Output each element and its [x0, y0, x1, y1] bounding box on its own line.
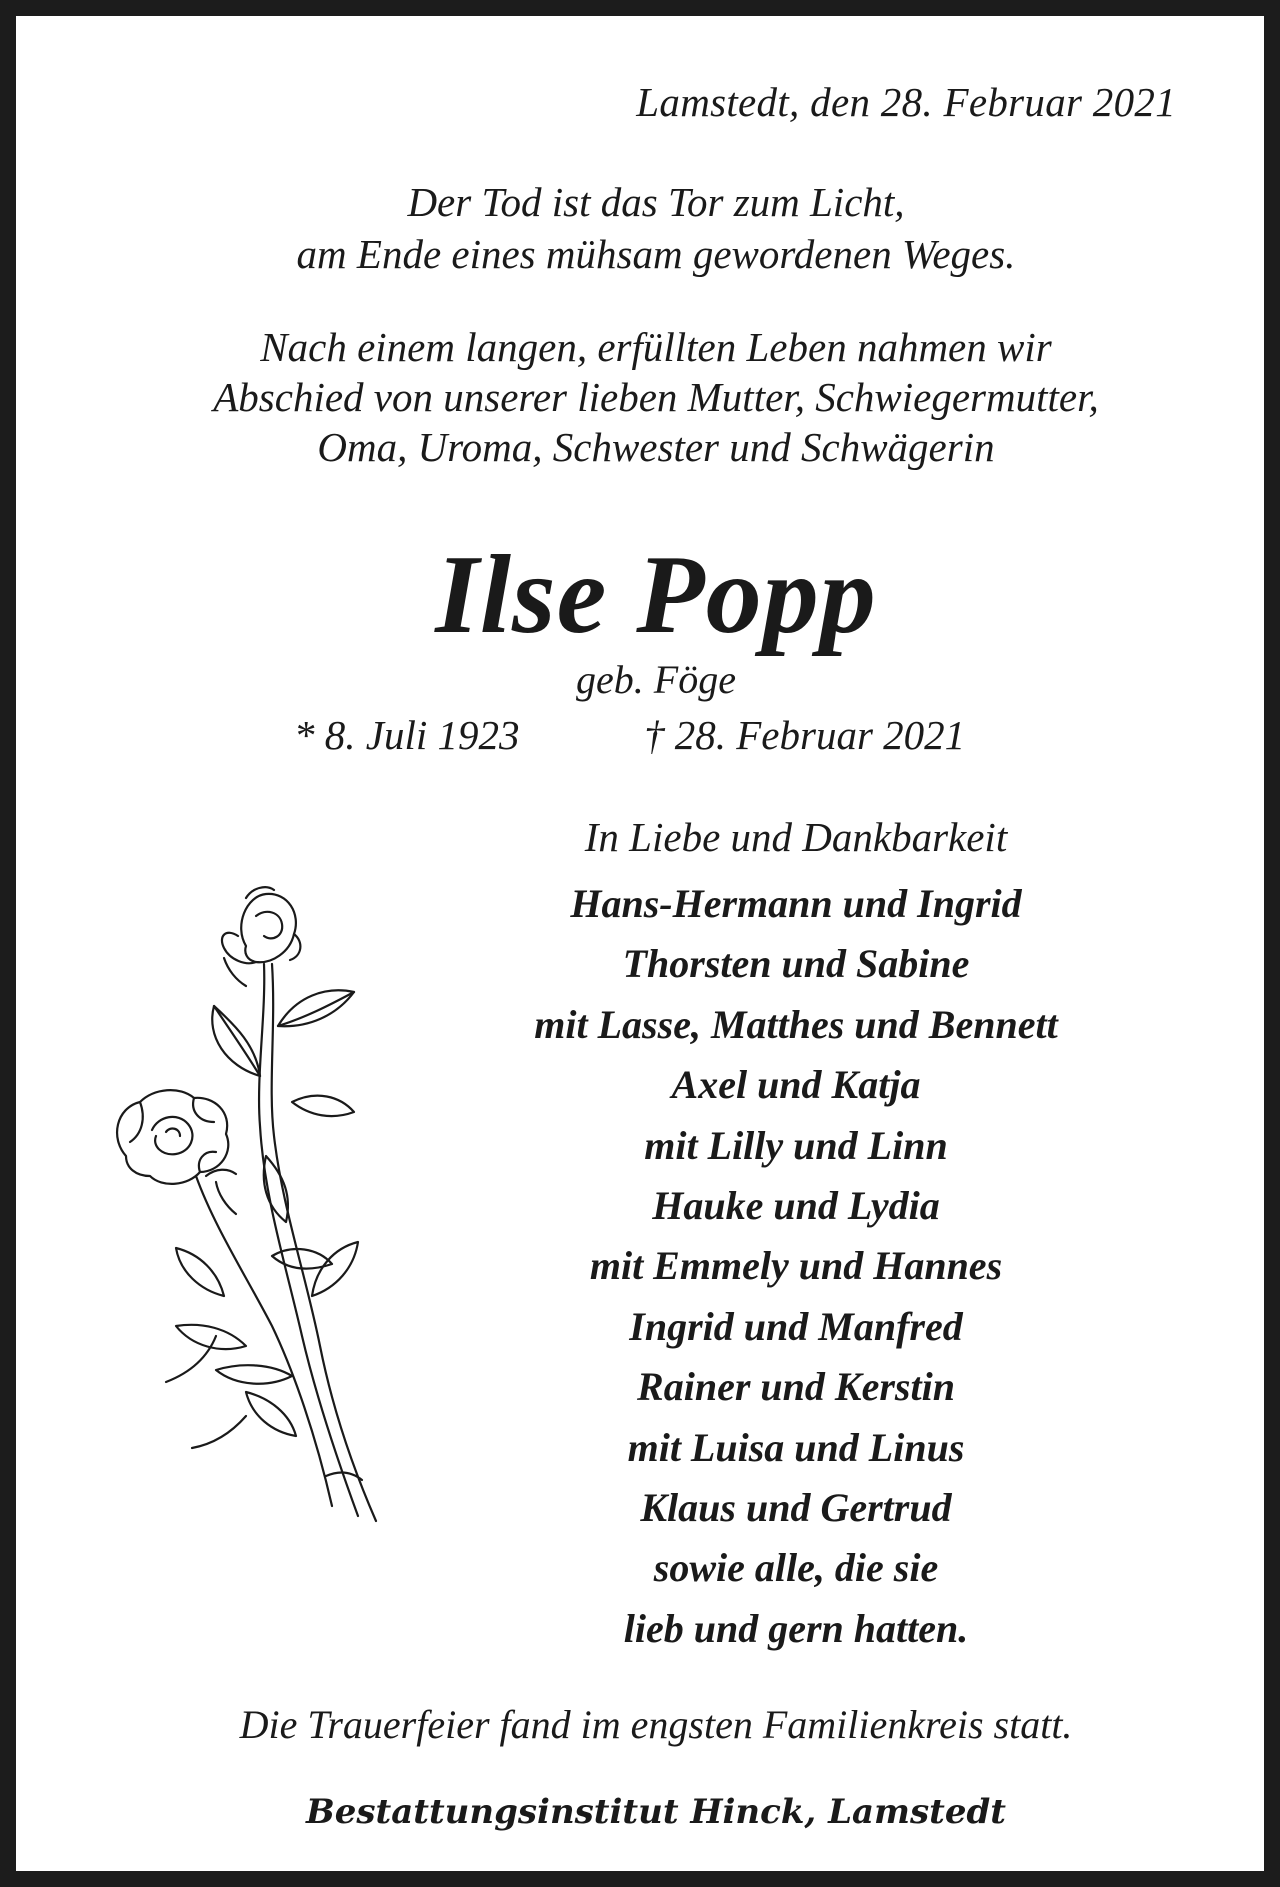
quote: [16, 176, 1280, 280]
family-line: Thorsten und Sabine: [622, 941, 970, 987]
family-line: mit Lilly und Linn: [644, 1122, 948, 1168]
family-line: lieb und gern hatten.: [623, 1605, 969, 1651]
intro-line: Nach einem langen, erfüllten Leben nahmen wir: [260, 324, 1052, 370]
rose-illustration-icon: [96, 876, 416, 1536]
quote-line: Der Tod ist das Tor zum Licht,: [407, 179, 905, 225]
family-line: Axel und Katja: [671, 1062, 921, 1108]
family-line: Klaus und Gertrud: [640, 1485, 952, 1531]
undertaker-credit: Bestattungsinstitut Hinck, Lamstedt: [306, 1792, 1006, 1832]
intro-text: [16, 322, 1280, 472]
family-heading: In Liebe und Dankbarkeit: [584, 814, 1008, 860]
intro-line: Abschied von unserer lieben Mutter, Schwiegermutter,: [213, 374, 1099, 420]
deceased-name: Ilse Popp: [435, 533, 877, 657]
family-line: mit Emmely und Hannes: [589, 1243, 1003, 1289]
family-line: Ingrid und Manfred: [629, 1303, 963, 1349]
family-line: Hauke und Lydia: [652, 1183, 940, 1229]
family-line: Hans-Hermann und Ingrid: [570, 881, 1022, 926]
maiden-name: geb. Föge: [576, 657, 736, 702]
family-line: mit Lasse, Matthes und Bennett: [534, 1001, 1058, 1047]
birth-date: * 8. Juli 1923: [294, 712, 520, 758]
death-date: † 28. Februar 2021: [644, 712, 966, 758]
family-line: mit Luisa und Linus: [627, 1424, 965, 1470]
family-list: [466, 874, 1126, 1659]
family-line: sowie alle, die sie: [653, 1545, 939, 1591]
family-line: Rainer und Kerstin: [637, 1364, 955, 1410]
quote-line: am Ende eines mühsam gewordenen Weges.: [296, 231, 1016, 277]
place-date: Lamstedt, den 28. Februar 2021: [636, 79, 1176, 125]
intro-line: Oma, Uroma, Schwester und Schwägerin: [317, 424, 995, 470]
ceremony-note: Die Trauerfeier fand im engsten Familienkreis statt.: [239, 1702, 1073, 1747]
